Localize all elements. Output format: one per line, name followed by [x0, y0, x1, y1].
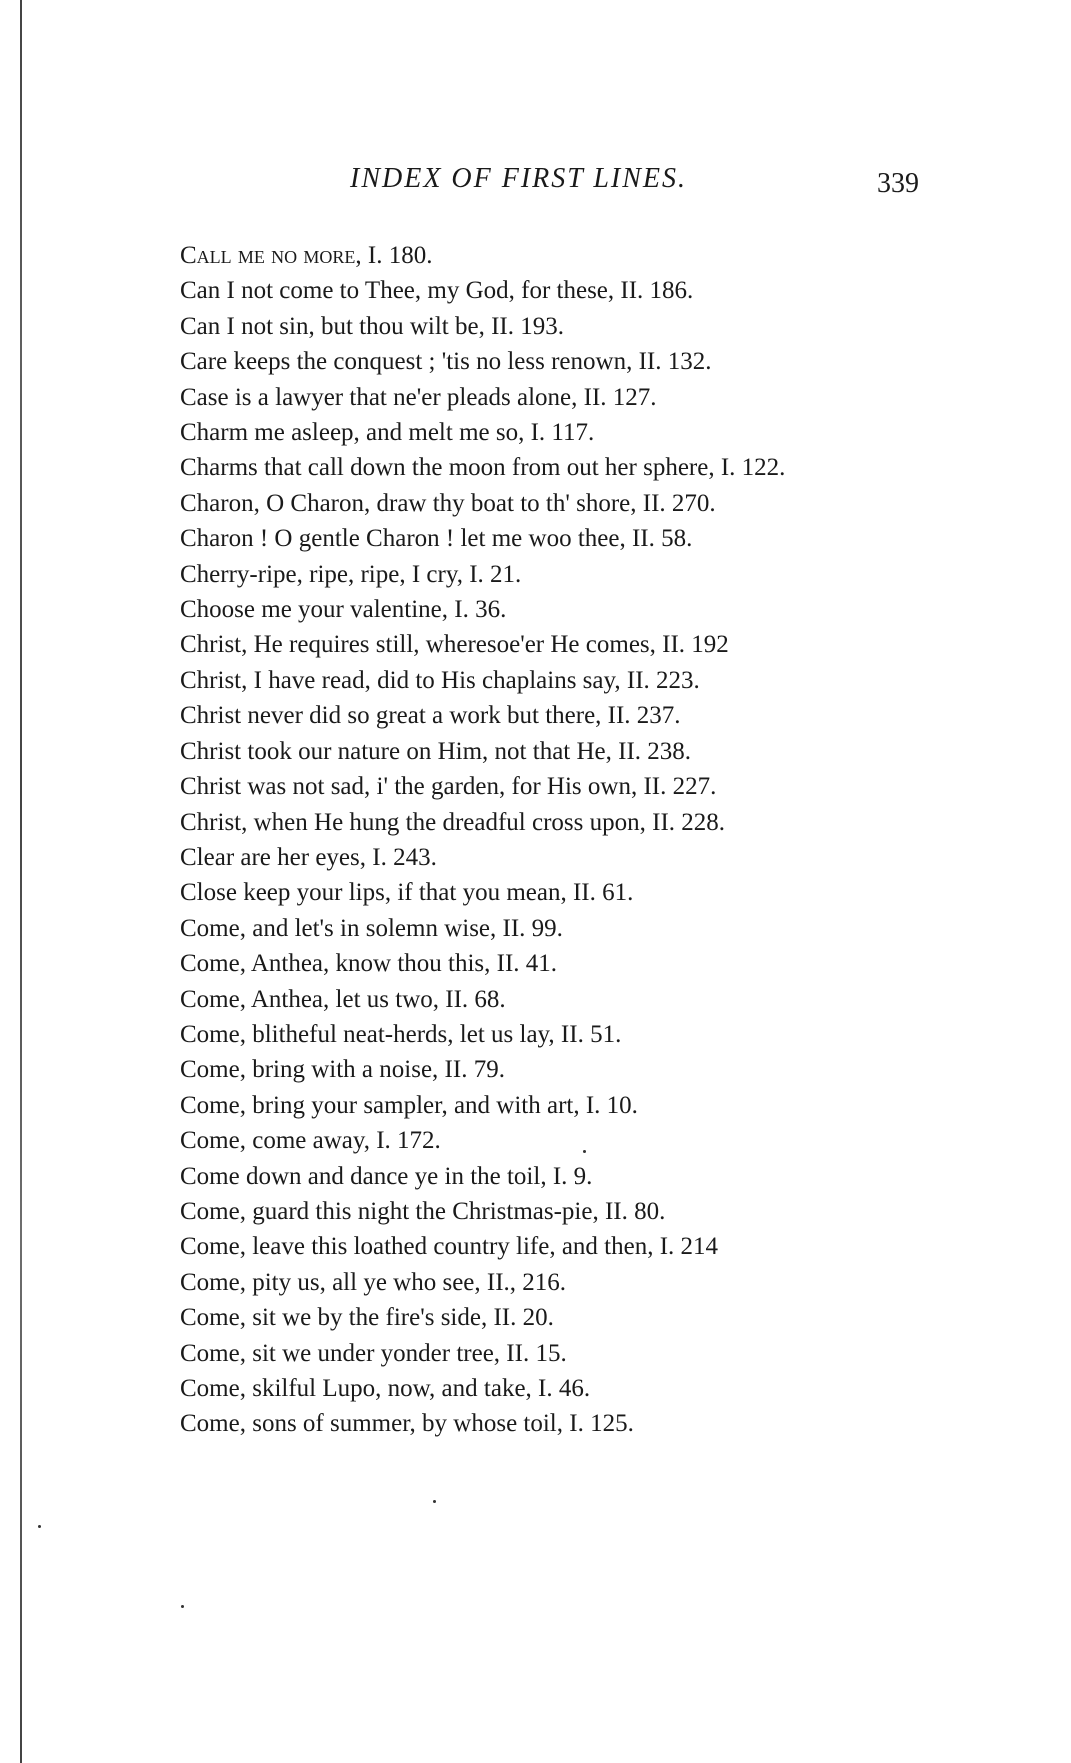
- index-entry: Christ never did so great a work but there, II. 237.: [180, 702, 681, 730]
- index-entry: Come, sit we under yonder tree, II. 15.: [180, 1339, 567, 1367]
- scan-speck: [181, 1605, 184, 1608]
- index-entry: Christ took our nature on Him, not that He, II. 238.: [180, 737, 692, 765]
- index-entries: [180, 238, 940, 1442]
- index-entry: Christ, when He hung the dreadful cross upon, II. 228.: [180, 808, 726, 836]
- index-entry: Clear are her eyes, I. 243.: [180, 843, 437, 871]
- index-entry: Come, Anthea, let us two, II. 68.: [180, 985, 506, 1013]
- index-entry: Call me no more, I. 180.: [180, 242, 433, 269]
- index-entry: Christ, I have read, did to His chaplains say, II. 223.: [180, 666, 700, 694]
- index-entry: Choose me your valentine, I. 36.: [180, 596, 507, 624]
- index-entry: Charm me asleep, and melt me so, I. 117.: [180, 419, 595, 447]
- index-entry: Can I not sin, but thou wilt be, II. 193.: [180, 312, 564, 340]
- index-entry: Come, come away, I. 172.: [180, 1127, 441, 1155]
- scan-edge: [20, 0, 22, 1763]
- index-entry: Charon, O Charon, draw thy boat to th' shore, II. 270.: [180, 489, 716, 517]
- index-entry: Come, leave this loathed country life, and then, I. 214: [180, 1233, 719, 1261]
- index-entry: Come, pity us, all ye who see, II., 216.: [180, 1268, 567, 1296]
- index-entry: Come, sit we by the fire's side, II. 20.: [180, 1304, 554, 1332]
- index-entry: Come, blitheful neat-herds, let us lay, II. 51.: [180, 1020, 622, 1048]
- index-entry: Come, and let's in solemn wise, II. 99.: [180, 914, 563, 942]
- index-entry: Case is a lawyer that ne'er pleads alone, II. 127.: [180, 383, 657, 411]
- index-entry: Care keeps the conquest ; 'tis no less renown, II. 132.: [180, 348, 712, 376]
- index-entry: Christ, He requires still, wheresoe'er He comes, II. 192: [180, 631, 729, 659]
- index-entry: Cherry-ripe, ripe, ripe, I cry, I. 21.: [180, 560, 522, 588]
- index-entry: Come, sons of summer, by whose toil, I. 125.: [180, 1410, 634, 1438]
- index-entry: Come down and dance ye in the toil, I. 9.: [180, 1162, 593, 1190]
- page-number: 339: [877, 168, 919, 199]
- running-head: [0, 163, 1071, 203]
- index-entry: Charms that call down the moon from out her sphere, I. 122.: [180, 454, 786, 482]
- index-entry: Charon ! O gentle Charon ! let me woo thee, II. 58.: [180, 525, 693, 553]
- index-entry: Christ was not sad, i' the garden, for His own, II. 227.: [180, 773, 717, 801]
- page-title: INDEX OF FIRST LINES.: [350, 163, 688, 194]
- index-entry: Come, guard this night the Christmas-pie, II. 80.: [180, 1197, 666, 1225]
- index-entry: Come, bring with a noise, II. 79.: [180, 1056, 505, 1084]
- scan-speck: [583, 1150, 586, 1153]
- index-entry: Come, Anthea, know thou this, II. 41.: [180, 950, 558, 978]
- index-entry: Can I not come to Thee, my God, for these, II. 186.: [180, 277, 694, 305]
- index-entry: Come, bring your sampler, and with art, I. 10.: [180, 1091, 638, 1119]
- scan-speck: [38, 1525, 41, 1528]
- scan-speck: [433, 1500, 436, 1503]
- index-entry: Come, skilful Lupo, now, and take, I. 46.: [180, 1375, 591, 1402]
- index-entry: Close keep your lips, if that you mean, II. 61.: [180, 879, 634, 907]
